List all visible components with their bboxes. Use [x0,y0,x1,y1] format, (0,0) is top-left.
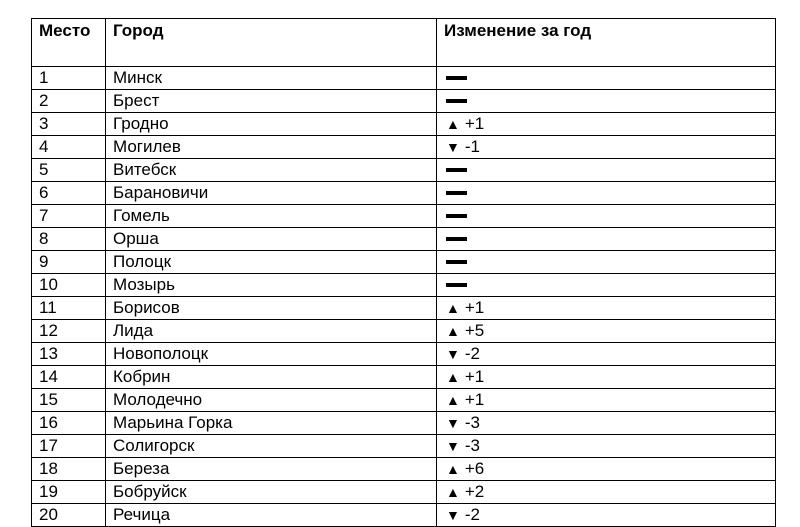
change-cell [437,274,776,297]
header-rank: Место [32,19,106,67]
table-row [32,67,776,90]
change-value: +1 [464,114,485,133]
rank-cell: 3 [32,113,106,136]
rank-cell: 1 [32,67,106,90]
triangle-up-icon: ▲ [446,484,460,500]
change-cell [437,205,776,228]
no-change-dash-icon [446,168,467,172]
change-cell [437,297,776,320]
change-cell [437,113,776,136]
change-cell [437,136,776,159]
rank-cell: 15 [32,389,106,412]
change-value: +2 [464,482,485,501]
rank-cell: 17 [32,435,106,458]
rank-cell: 2 [32,90,106,113]
no-change-dash-icon [446,191,467,195]
change-cell [437,67,776,90]
table-row [32,136,776,159]
no-change-dash-icon [446,260,467,264]
change-cell [437,435,776,458]
table-row [32,389,776,412]
rank-cell: 9 [32,251,106,274]
city-cell: Могилев [106,136,437,159]
triangle-down-icon: ▼ [446,507,460,523]
change-value: +5 [464,321,485,340]
table-row [32,159,776,182]
change-cell [437,159,776,182]
table-row [32,228,776,251]
table-row [32,251,776,274]
rank-cell: 5 [32,159,106,182]
no-change-dash-icon [446,99,467,103]
table-row [32,320,776,343]
change-value: +6 [464,459,485,478]
table-row [32,274,776,297]
header-row [32,19,776,67]
change-value: -2 [464,344,480,363]
table-row [32,297,776,320]
table-row [32,113,776,136]
rank-cell: 19 [32,481,106,504]
city-cell: Борисов [106,297,437,320]
table-row [32,435,776,458]
rank-cell: 7 [32,205,106,228]
triangle-up-icon: ▲ [446,323,460,339]
change-cell [437,481,776,504]
rank-cell: 12 [32,320,106,343]
city-cell: Марьина Горка [106,412,437,435]
rank-cell: 20 [32,504,106,527]
change-value: -1 [464,137,480,156]
change-cell [437,320,776,343]
table-row [32,481,776,504]
triangle-up-icon: ▲ [446,461,460,477]
city-cell: Лида [106,320,437,343]
change-value: +1 [464,298,485,317]
change-cell [437,182,776,205]
table-row [32,366,776,389]
change-value: -3 [464,436,480,455]
city-cell: Орша [106,228,437,251]
table-row [32,343,776,366]
city-cell: Барановичи [106,182,437,205]
table-row [32,458,776,481]
triangle-up-icon: ▲ [446,392,460,408]
triangle-up-icon: ▲ [446,116,460,132]
change-cell [437,343,776,366]
table-header [32,19,776,67]
header-city: Город [106,19,437,67]
city-cell: Мозырь [106,274,437,297]
triangle-down-icon: ▼ [446,438,460,454]
no-change-dash-icon [446,76,467,80]
triangle-down-icon: ▼ [446,415,460,431]
city-ranking-table [31,18,776,527]
city-cell: Полоцк [106,251,437,274]
no-change-dash-icon [446,283,467,287]
change-cell [437,366,776,389]
table-row [32,412,776,435]
table-row [32,90,776,113]
rank-cell: 13 [32,343,106,366]
rank-cell: 14 [32,366,106,389]
header-change: Изменение за год [437,19,776,67]
no-change-dash-icon [446,214,467,218]
city-cell: Минск [106,67,437,90]
rank-cell: 11 [32,297,106,320]
change-cell [437,90,776,113]
city-cell: Береза [106,458,437,481]
change-cell [437,389,776,412]
triangle-down-icon: ▼ [446,139,460,155]
change-cell [437,412,776,435]
no-change-dash-icon [446,237,467,241]
ranking-table-container [31,18,776,527]
change-cell [437,458,776,481]
city-cell: Витебск [106,159,437,182]
triangle-up-icon: ▲ [446,369,460,385]
city-cell: Речица [106,504,437,527]
change-value: +1 [464,367,485,386]
triangle-down-icon: ▼ [446,346,460,362]
rank-cell: 8 [32,228,106,251]
change-value: +1 [464,390,485,409]
city-cell: Молодечно [106,389,437,412]
city-cell: Кобрин [106,366,437,389]
change-value: -2 [464,505,480,524]
triangle-up-icon: ▲ [446,300,460,316]
city-cell: Гродно [106,113,437,136]
table-body [32,67,776,527]
change-cell [437,228,776,251]
rank-cell: 16 [32,412,106,435]
table-row [32,504,776,527]
city-cell: Солигорск [106,435,437,458]
city-cell: Гомель [106,205,437,228]
table-row [32,205,776,228]
rank-cell: 4 [32,136,106,159]
change-value: -3 [464,413,480,432]
rank-cell: 10 [32,274,106,297]
city-cell: Бобруйск [106,481,437,504]
rank-cell: 6 [32,182,106,205]
rank-cell: 18 [32,458,106,481]
change-cell [437,504,776,527]
city-cell: Новополоцк [106,343,437,366]
table-row [32,182,776,205]
change-cell [437,251,776,274]
city-cell: Брест [106,90,437,113]
